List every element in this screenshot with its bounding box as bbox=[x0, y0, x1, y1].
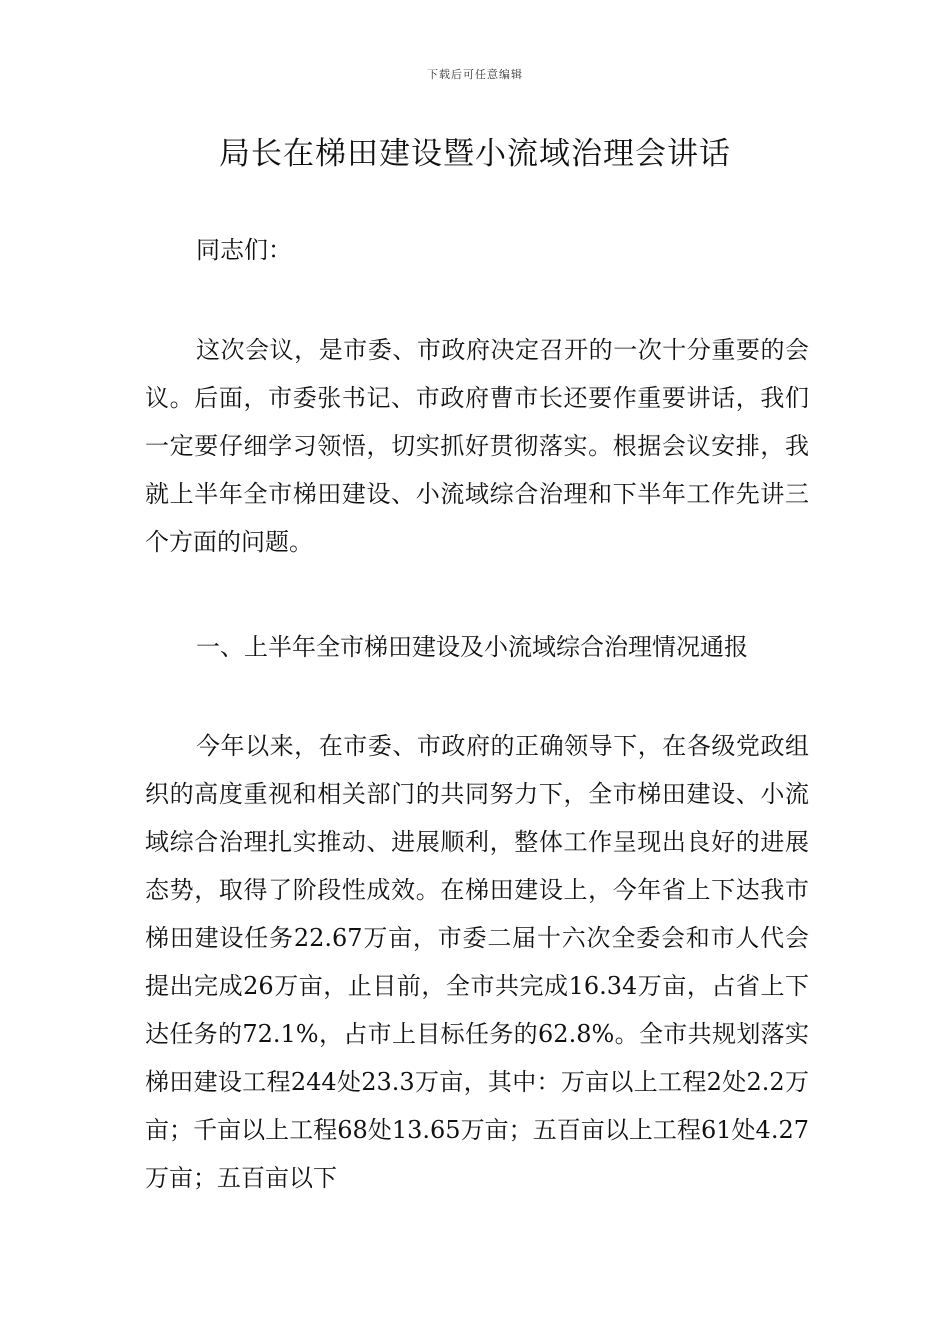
intro-paragraph: 这次会议，是市委、市政府决定召开的一次十分重要的会议。后面，市委张书记、市政府曹市长还要作重要讲话，我们一定要仔细学习领悟，切实抓好贯彻落实。根据会议安排，我就上半年全市梯田建设、小流域综合治理和下半年工作先讲三个方面的问题。 bbox=[145, 336, 809, 556]
document-title: 局长在梯田建设暨小流域治理会讲话 bbox=[219, 136, 731, 172]
salutation-paragraph: 同志们： bbox=[196, 236, 292, 264]
section-heading: 一、上半年全市梯田建设及小流域综合治理情况通报 bbox=[196, 633, 748, 661]
section-body-paragraph: 今年以来，在市委、市政府的正确领导下，在各级党政组织的高度重视和相关部门的共同努力下，全市梯田建设、小流域综合治理扎实推动、进展顺利，整体工作呈现出良好的进展态势，取得了阶段性成效。在梯田建设上，今年省上下达我市梯田建设任务22.67万亩，市委二届十六次全委会和市人代会提出完成26万亩，止目前，全市共完成16.34万亩，占省上下达任务的72.1%，占市上目标任务的62.8%。全市共规划落实梯田建设工程244处23.3万亩，其中：万亩以上工程2处2.2万亩；千亩以上工程68处13.65万亩；五百亩以上工程61处4.27万亩；五百亩以下 bbox=[145, 732, 809, 1192]
header-note: 下载后可任意编辑 bbox=[427, 68, 523, 81]
